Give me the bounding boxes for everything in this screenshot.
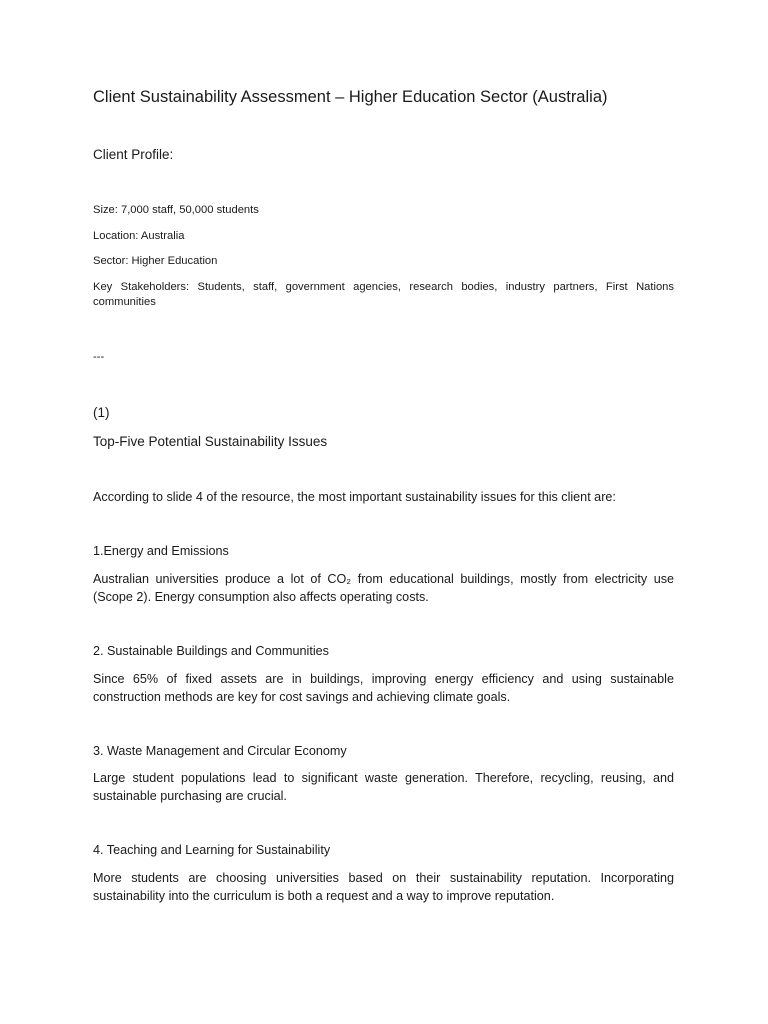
issue-heading: 4. Teaching and Learning for Sustainability	[93, 843, 331, 857]
issue-heading: 3. Waste Management and Circular Economy	[93, 744, 347, 758]
issue-heading: 1.Energy and Emissions	[93, 544, 229, 558]
profile-location: Location: Australia	[93, 230, 185, 242]
profile-sector: Sector: Higher Education	[93, 255, 218, 267]
issue-body: Large student populations lead to significant waste generation. Therefore, recycling, reusing, and sustainable purchasing are crucial.	[93, 771, 674, 803]
issue-heading: 2. Sustainable Buildings and Communities	[93, 644, 329, 658]
section-separator: ---	[93, 351, 105, 363]
profile-size: Size: 7,000 staff, 50,000 students	[93, 204, 259, 216]
intro-paragraph: According to slide 4 of the resource, the most important sustainability issues for this client are:	[93, 490, 616, 504]
issue-body: Australian universities produce a lot of CO₂ from educational buildings, mostly from electricity use (Scope 2). Energy consumption also affects operating costs.	[93, 572, 674, 604]
profile-stakeholders: Key Stakeholders: Students, staff, government agencies, research bodies, industry partners, First Nations communities	[93, 281, 674, 308]
issue-body: Since 65% of fixed assets are in buildings, improving energy efficiency and using sustainable construction methods are key for cost savings and achieving climate goals.	[93, 672, 674, 704]
section-heading: Top-Five Potential Sustainability Issues	[93, 434, 328, 449]
section-number: (1)	[93, 405, 110, 420]
document-title: Client Sustainability Assessment – Higher Education Sector (Australia)	[93, 88, 608, 106]
issue-body: More students are choosing universities based on their sustainability reputation. Incorporating sustainability into the curriculum is both a request and a way to improve reputation.	[93, 871, 674, 903]
client-profile-heading: Client Profile:	[93, 147, 174, 162]
